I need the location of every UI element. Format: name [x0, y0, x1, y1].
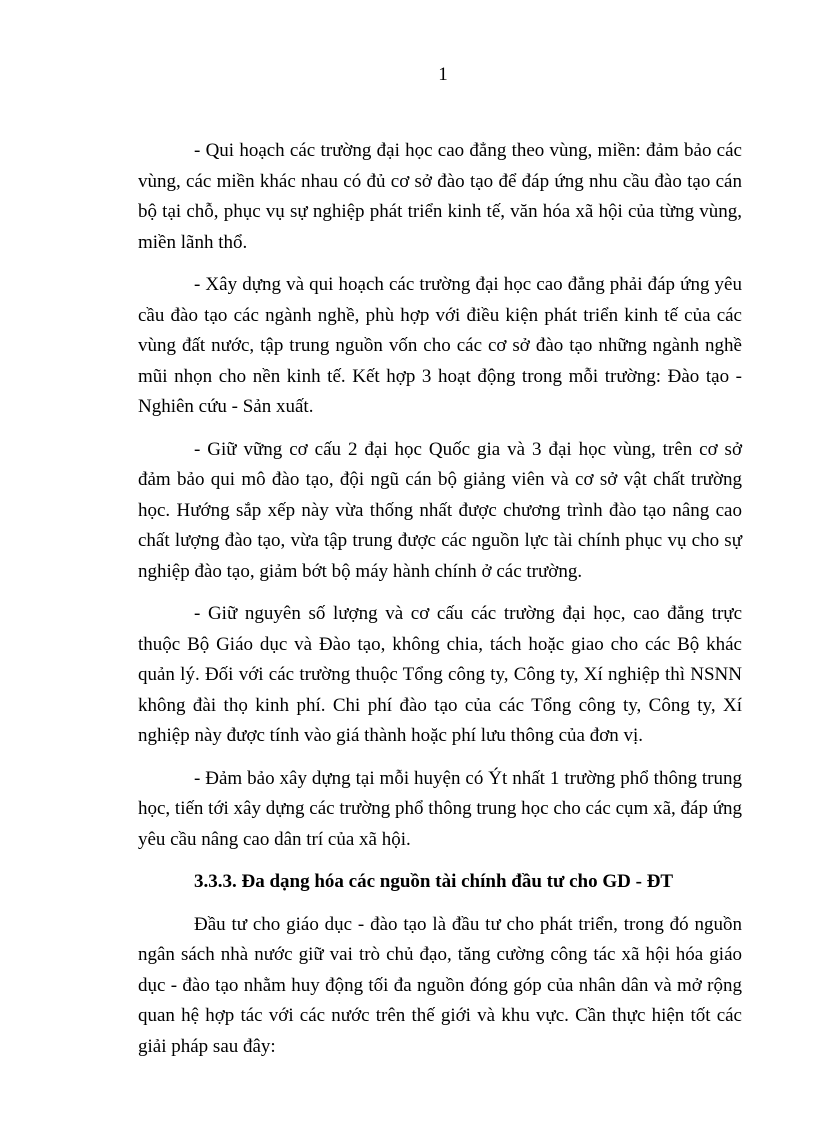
paragraph-investment-intro: Đầu tư cho giáo dục - đào tạo là đầu tư cho phát triển, trong đó nguồn ngân sách nhà nước giữ vai trò chủ đạo, tăng cường công tác xã hội hóa giáo dục - đào tạo nhằm huy động tối đa nguồn đóng góp của nhân dân và mở rộng quan hệ hợp tác với các nước trên thế giới và khu vực. Cần thực hiện tốt các giải pháp sau đây: [138, 913, 742, 1057]
page-number: 1 [438, 64, 448, 85]
section-heading: 3.3.3. Đa dạng hóa các nguồn tài chính đầu tư cho GD - ĐT [194, 871, 674, 892]
paragraph-national-universities: - Giữ vững cơ cấu 2 đại học Quốc gia và 3 đại học vùng, trên cơ sở đảm bảo qui mô đào tạo, đội ngũ cán bộ giảng viên và cơ sở vật chất trường học. Hướng sắp xếp này vừa thống nhất được chương trình đào tạo nâng cao chất lượng đào tạo, vừa tập trung được các nguồn lực tài chính phục vụ cho sự nghiệp đào tạo, giảm bớt bộ máy hành chính ở các trường. [138, 438, 742, 582]
paragraph-ministry-schools: - Giữ nguyên số lượng và cơ cấu các trường đại học, cao đẳng trực thuộc Bộ Giáo dục và Đào tạo, không chia, tách hoặc giao cho các Bộ khác quản lý. Đối với các trường thuộc Tổng công ty, Công ty, Xí nghiệp thì NSNN không đài thọ kinh phí. Chi phí đào tạo của các Tổng công ty, Công ty, Xí nghiệp này được tính vào giá thành hoặc phí lưu thông của đơn vị. [138, 603, 742, 746]
paragraph-regional-planning: - Qui hoạch các trường đại học cao đẳng theo vùng, miền: đảm bảo các vùng, các miền khác nhau có đủ cơ sở đào tạo để đáp ứng nhu cầu đào tạo cán bộ tại chỗ, phục vụ sự nghiệp phát triển kinh tế, văn hóa xã hội của từng vùng, miền lãnh thổ. [138, 140, 742, 253]
document-body [138, 136, 742, 1074]
paragraph-district-schools: - Đảm bảo xây dựng tại mỗi huyện có Ýt nhất 1 trường phổ thông trung học, tiến tới xây dựng các trường phổ thông trung học cho các cụm xã, đáp ứng yêu cầu nâng cao dân trí của xã hội. [138, 767, 742, 850]
paragraph-construction-planning: - Xây dựng và qui hoạch các trường đại học cao đẳng phải đáp ứng yêu cầu đào tạo các ngành nghề, phù hợp với điều kiện phát triển kinh tế của các vùng đất nước, tập trung nguồn vốn cho các cơ sở đào tạo những ngành nghề mũi nhọn cho nền kinh tế. Kết hợp 3 hoạt động trong mỗi trường: Đào tạo - Nghiên cứu - Sản xuất. [138, 274, 742, 417]
